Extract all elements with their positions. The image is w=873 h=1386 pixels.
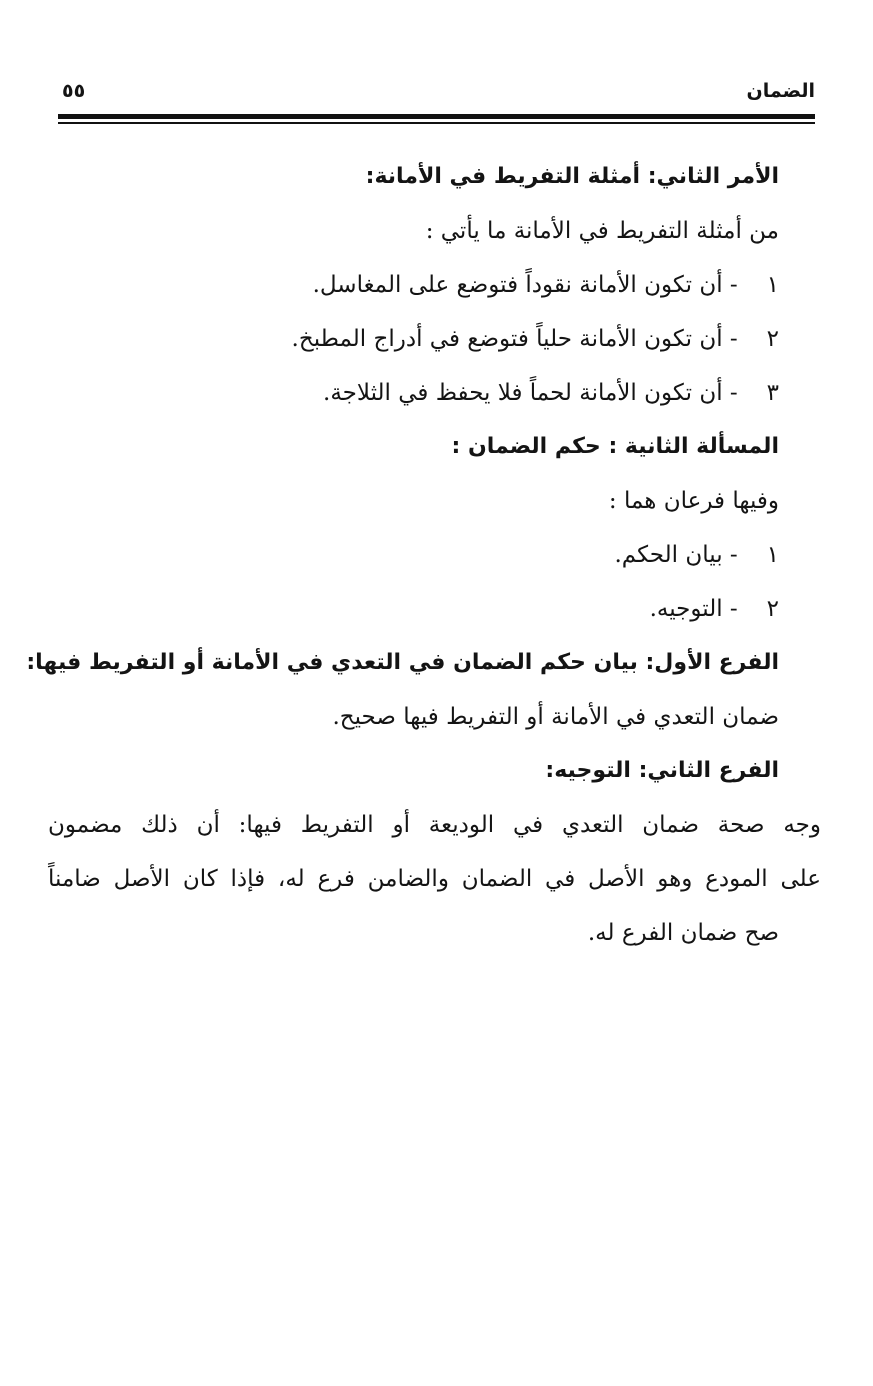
list-item-number: ١ [766,272,779,298]
paragraph-line: صح ضمان الفرع له. [587,920,779,946]
paragraph-line: على المودع وهو الأصل في الضمان والضامن فرع له، فإذا كان الأصل ضامناً [48,866,821,892]
subsection-heading-first-branch: الفرع الأول: بيان حكم الضمان في التعدي في الأمانة أو التفريط فيها: [26,650,779,675]
list-item-text: - بيان الحكم. [614,542,738,568]
list-item-text: - أن تكون الأمانة حلياً فتوضع في أدراج المطبخ. [291,326,738,352]
list-item [48,258,779,312]
list-item-text: - أن تكون الأمانة لحماً فلا يحفظ في الثلاجة. [323,380,738,406]
intro-paragraph: من أمثلة التفريط في الأمانة ما يأتي : [425,218,779,244]
intro-paragraph: وفيها فرعان هما : [608,488,779,514]
body-paragraph: ضمان التعدي في الأمانة أو التفريط فيها صحيح. [332,704,779,730]
list-item [48,366,779,420]
list-item-text: - أن تكون الأمانة نقوداً فتوضع على المغاسل. [312,272,738,298]
header-rule-thick [58,114,815,119]
list-item-number: ١ [766,542,779,568]
list-item [48,528,779,582]
list-item-number: ٢ [766,326,779,352]
running-head [58,80,815,114]
list-item-number: ٣ [766,380,779,406]
subsection-heading-second-branch: الفرع الثاني: التوجيه: [545,758,779,783]
header-rule-thin [58,122,815,124]
page-body [26,150,821,960]
page-number: ٥٥ [62,80,86,102]
section-heading-ruling: المسألة الثانية : حكم الضمان : [451,434,779,459]
list-item-number: ٢ [766,596,779,622]
list-item-text: - التوجيه. [649,596,738,622]
list-item [48,582,779,636]
paragraph-line: وجه صحة ضمان التعدي في الوديعة أو التفريط فيها: أن ذلك مضمون [48,812,821,838]
running-head-title: الضمان [746,80,815,102]
list-item [48,312,779,366]
section-heading-negligence-examples: الأمر الثاني: أمثلة التفريط في الأمانة: [365,164,779,189]
